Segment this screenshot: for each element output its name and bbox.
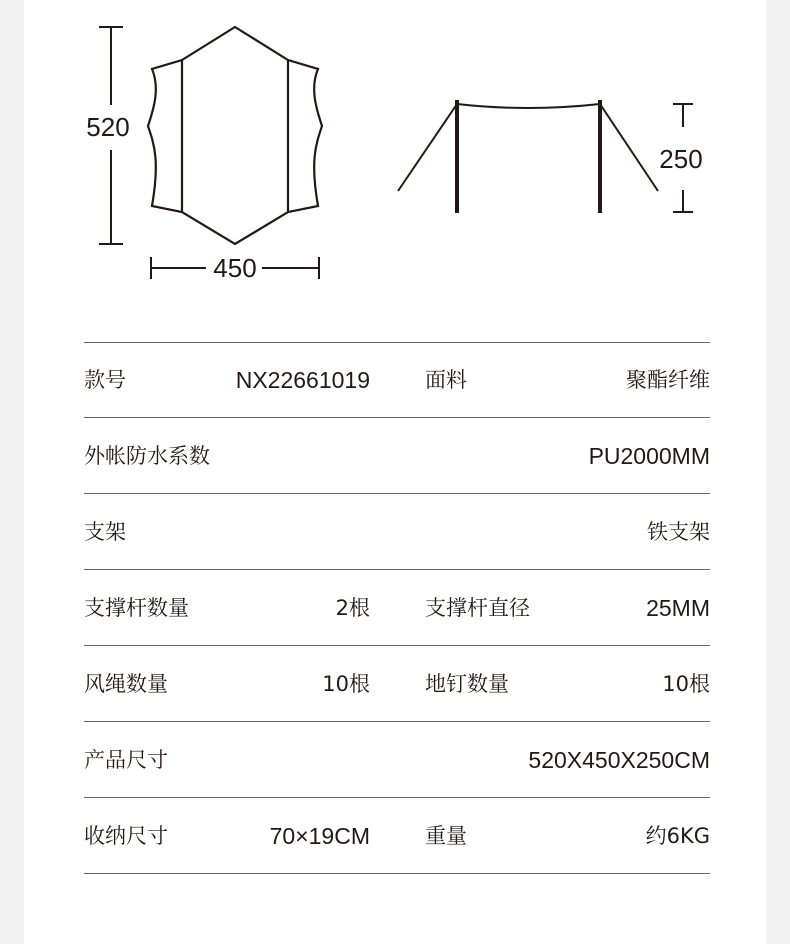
spec-row xyxy=(84,798,710,874)
tarp-top-view xyxy=(148,27,322,244)
spec-label: 面料 xyxy=(425,368,467,392)
spec-row xyxy=(84,342,710,418)
spec-value: 10根 xyxy=(322,672,370,696)
pole-height-label: 250 xyxy=(659,144,703,174)
spec-value: NX22661019 xyxy=(235,367,370,393)
spec-value: 约6KG xyxy=(645,824,710,848)
width-label: 450 xyxy=(213,253,257,283)
spec-row xyxy=(84,722,710,798)
spec-value: 聚酯纤维 xyxy=(626,368,710,392)
spec-row xyxy=(84,646,710,722)
spec-table xyxy=(84,342,710,874)
spec-label: 支撑杆数量 xyxy=(84,596,189,620)
tarp-dimension-diagram xyxy=(0,0,790,320)
spec-label: 外帐防水系数 xyxy=(84,444,210,468)
spec-row xyxy=(84,494,710,570)
spec-row xyxy=(84,570,710,646)
spec-label: 收纳尺寸 xyxy=(84,824,168,848)
spec-row xyxy=(84,418,710,494)
height-label: 520 xyxy=(86,112,130,142)
spec-label: 产品尺寸 xyxy=(84,748,168,772)
spec-label: 支撑杆直径 xyxy=(425,596,530,620)
spec-label: 支架 xyxy=(84,520,126,544)
spec-value: PU2000MM xyxy=(588,443,710,469)
spec-value: 铁支架 xyxy=(647,520,710,544)
spec-label: 重量 xyxy=(425,824,467,848)
spec-value: 10根 xyxy=(662,672,710,696)
spec-value: 520X450X250CM xyxy=(528,747,710,773)
spec-label: 地钉数量 xyxy=(425,672,509,696)
spec-value: 2根 xyxy=(335,596,370,620)
tarp-side-view xyxy=(398,100,658,213)
spec-value: 70×19CM xyxy=(269,823,370,849)
spec-label: 风绳数量 xyxy=(84,672,168,696)
spec-value: 25MM xyxy=(646,595,710,621)
spec-label: 款号 xyxy=(84,368,126,392)
